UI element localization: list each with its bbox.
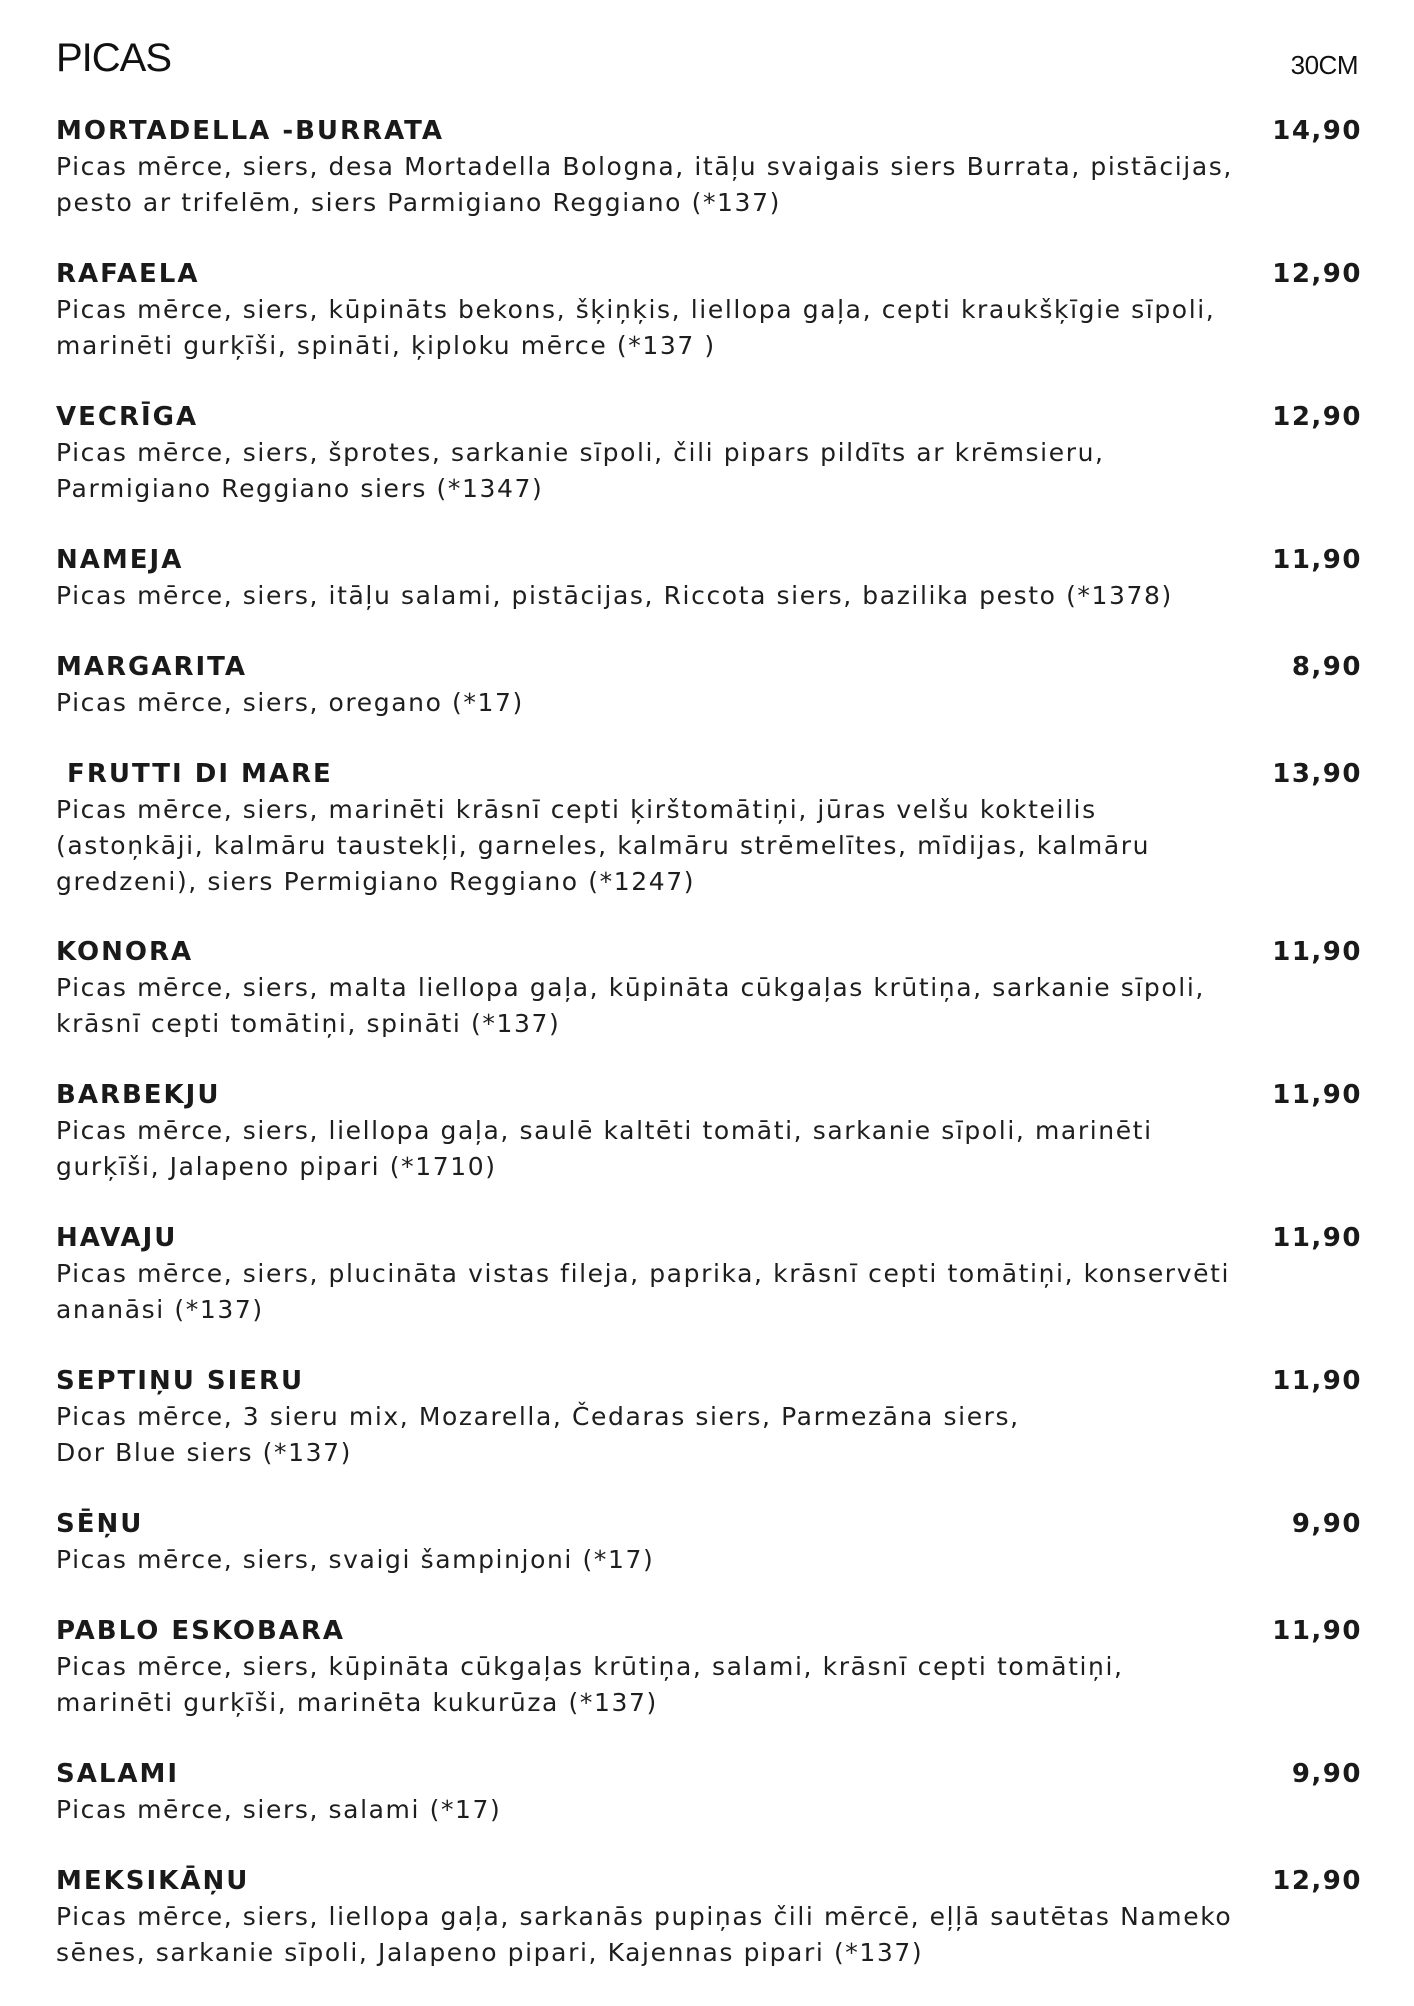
item-description: Picas mērce, siers, salami (*17) [56, 1795, 502, 1824]
item-description: Picas mērce, siers, itāļu salami, pistācijas, Riccota siers, bazilika pesto (*1378) [56, 581, 1173, 610]
menu-item [56, 1506, 1362, 1613]
menu-item [56, 399, 1362, 542]
item-name: MEKSIKĀŅU [56, 1866, 250, 1896]
item-description: Picas mērce, siers, svaigi šampinjoni (*17) [56, 1545, 655, 1574]
item-price: 11,90 [1272, 937, 1362, 967]
menu-header [56, 36, 1358, 92]
item-name: HAVAJU [56, 1223, 178, 1253]
item-description: Picas mērce, siers, šprotes, sarkanie sīpoli, čili pipars pildīts ar krēmsieru, Parmigiano Reggiano siers (*1347) [56, 438, 1105, 503]
item-price: 13,90 [1272, 759, 1362, 789]
item-price: 12,90 [1272, 1866, 1362, 1896]
item-price: 11,90 [1272, 1616, 1362, 1646]
item-name: RAFAELA [56, 259, 200, 289]
item-price: 11,90 [1272, 1366, 1362, 1396]
item-name: SALAMI [56, 1759, 180, 1789]
item-name: MARGARITA [56, 652, 248, 682]
item-price: 11,90 [1272, 545, 1362, 575]
item-description: Picas mērce, siers, kūpināts bekons, šķiņķis, liellopa gaļa, cepti kraukšķīgie sīpoli, marinēti gurķīši, spināti, ķiploku mērce (*137 ) [56, 295, 1216, 360]
item-description: Picas mērce, siers, malta liellopa gaļa, kūpināta cūkgaļas krūtiņa, sarkanie sīpoli, krāsnī cepti tomātiņi, spināti (*137) [56, 973, 1205, 1038]
item-price: 8,90 [1291, 652, 1362, 682]
item-name: BARBEKJU [56, 1080, 221, 1110]
menu-item [56, 256, 1362, 399]
item-name: SĒŅU [56, 1509, 144, 1539]
item-name: KONORA [56, 937, 194, 967]
menu-item [56, 1756, 1362, 1863]
item-description: Picas mērce, siers, liellopa gaļa, saulē kaltēti tomāti, sarkanie sīpoli, marinēti gurķīši, Jalapeno pipari (*1710) [56, 1116, 1153, 1181]
item-description: Picas mērce, siers, marinēti krāsnī cepti ķirštomātiņi, jūras velšu kokteilis (astoņkāji, kalmāru taustekļi, garneles, kalmāru strēmelītes, mīdijas, kalmāru gredzeni), siers Permigiano Reggiano (*1247) [56, 795, 1151, 896]
item-name: VECRĪGA [56, 402, 199, 432]
item-price: 11,90 [1272, 1223, 1362, 1253]
item-price: 11,90 [1272, 1080, 1362, 1110]
item-description: Picas mērce, siers, desa Mortadella Bologna, itāļu svaigais siers Burrata, pistācijas, pesto ar trifelēm, siers Parmigiano Reggiano (*137) [56, 152, 1233, 217]
item-description: Picas mērce, 3 sieru mix, Mozarella, Čedaras siers, Parmezāna siers, Dor Blue siers (*137) [56, 1402, 1020, 1467]
item-price: 9,90 [1291, 1759, 1362, 1789]
page-title: PICAS [56, 36, 172, 80]
menu-item [56, 1220, 1362, 1363]
menu-item [56, 542, 1362, 649]
item-description: Picas mērce, siers, kūpināta cūkgaļas krūtiņa, salami, krāsnī cepti tomātiņi, marinēti gurķīši, marinēta kukurūza (*137) [56, 1652, 1124, 1717]
pizza-size-label: 30CM [1290, 50, 1358, 80]
menu-items-list [56, 113, 1362, 2006]
menu-item [56, 1077, 1362, 1220]
item-name: NAMEJA [56, 545, 184, 575]
menu-item [56, 1613, 1362, 1756]
item-description: Picas mērce, siers, plucināta vistas fileja, paprika, krāsnī cepti tomātiņi, konservēti ananāsi (*137) [56, 1259, 1231, 1324]
item-price: 12,90 [1272, 259, 1362, 289]
menu-item [56, 649, 1362, 756]
item-name: FRUTTI DI MARE [56, 759, 333, 789]
item-name: SEPTIŅU SIERU [56, 1366, 305, 1396]
menu-item [56, 1863, 1362, 2006]
item-price: 9,90 [1291, 1509, 1362, 1539]
item-price: 14,90 [1272, 116, 1362, 146]
item-name: MORTADELLA -BURRATA [56, 116, 445, 146]
item-description: Picas mērce, siers, oregano (*17) [56, 688, 524, 717]
item-description: Picas mērce, siers, liellopa gaļa, sarkanās pupiņas čili mērcē, eļļā sautētas Nameko sēnes, sarkanie sīpoli, Jalapeno pipari, Kajennas pipari (*137) [56, 1902, 1233, 1967]
menu-item [56, 113, 1362, 256]
item-name: PABLO ESKOBARA [56, 1616, 346, 1646]
item-price: 12,90 [1272, 402, 1362, 432]
menu-item [56, 756, 1362, 934]
menu-item [56, 934, 1362, 1077]
menu-item [56, 1363, 1362, 1506]
